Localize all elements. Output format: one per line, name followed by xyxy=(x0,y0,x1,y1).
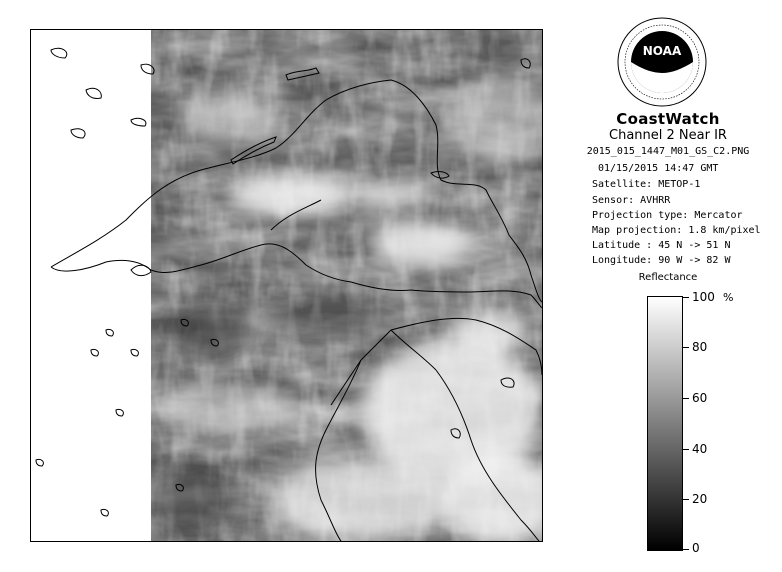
reflectance-image xyxy=(31,30,542,541)
latitude-range: Latitude : 45 N -> 51 N xyxy=(592,240,731,251)
longitude-range: Longitude: 90 W -> 82 W xyxy=(592,255,731,266)
colorbar-tick xyxy=(683,449,689,450)
map-projection: Map projection: 1.8 km/pixel xyxy=(592,225,761,236)
satellite-label: Satellite: METOP-1 xyxy=(592,179,701,190)
colorbar-tick-label: 60 xyxy=(692,391,708,405)
colorbar-tick-label: 20 xyxy=(692,492,708,506)
colorbar-tick-label: 40 xyxy=(692,442,708,456)
colorbar-tick-label: 80 xyxy=(692,340,708,354)
sensor-label: Sensor: AVHRR xyxy=(592,195,671,206)
acquisition-datetime: 01/15/2015 14:47 GMT xyxy=(598,163,719,174)
reflectance-colorbar xyxy=(647,296,683,551)
colorbar-tick xyxy=(683,347,689,348)
logo-text: NOAA xyxy=(642,44,682,58)
colorbar-tick xyxy=(683,398,689,399)
projection-type: Projection type: Mercator xyxy=(592,210,743,221)
colorbar-tick xyxy=(683,549,689,550)
legend-title: Reflectance xyxy=(638,272,698,283)
legend-unit: % xyxy=(723,291,734,304)
satellite-map xyxy=(30,29,543,542)
noaa-logo xyxy=(617,17,707,107)
brand-title: CoastWatch xyxy=(616,110,720,128)
file-name: 2015_015_1447_M01_GS_C2.PNG xyxy=(586,146,750,157)
image-data-region xyxy=(151,30,542,541)
colorbar-tick-label: 100 xyxy=(692,290,715,304)
channel-title: Channel 2 Near IR xyxy=(609,128,727,143)
colorbar-tick xyxy=(683,297,689,298)
colorbar-tick-label: 0 xyxy=(692,541,700,555)
colorbar-tick xyxy=(683,499,689,500)
